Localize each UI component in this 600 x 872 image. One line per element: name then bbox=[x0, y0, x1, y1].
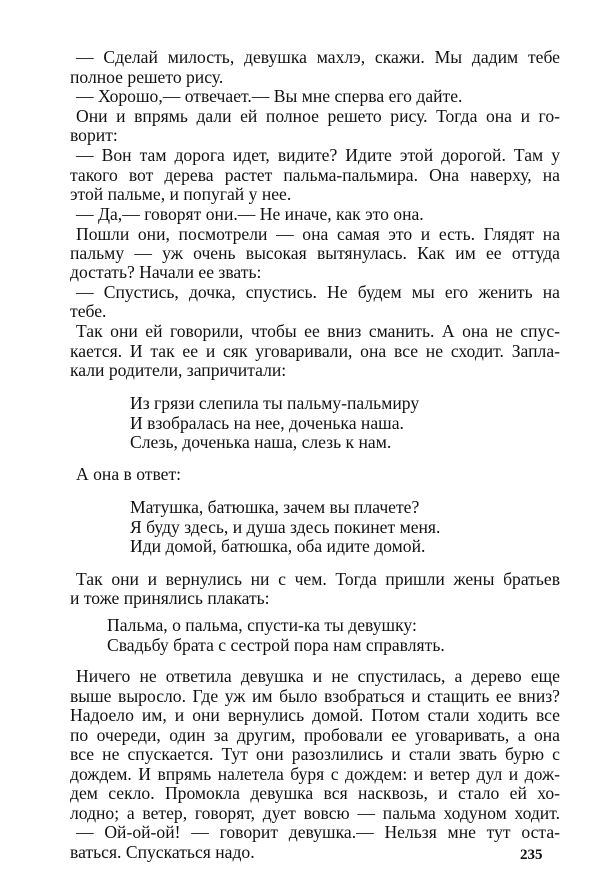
text-line: Ничего не ответила девушка и не спустилась, а дерево еще bbox=[76, 666, 560, 686]
text-line: Пошли они, посмотрели — она самая это и есть. Глядят на bbox=[76, 224, 560, 244]
text-line: Надоело им, и они вернулись домой. Потом стали ходить все bbox=[70, 705, 560, 725]
text-line: по очереди, один за другим, пробовали ее уговаривать, а она bbox=[70, 725, 560, 745]
verse-line: Из грязи слепила ты пальму-пальмиру bbox=[130, 393, 420, 413]
text-line: и тоже принялись плакать: bbox=[70, 588, 270, 608]
text-line: — Ой-ой-ой! — говорит девушка.— Нельзя мне тут оста- bbox=[76, 822, 560, 842]
verse-line: Я буду здесь, и душа здесь покинет меня. bbox=[130, 517, 441, 537]
text-line: кали родители, запричитали: bbox=[70, 360, 287, 380]
verse-line: И взобралась на нее, доченька наша. bbox=[130, 413, 404, 433]
verse-line: Иди домой, батюшка, оба идите домой. bbox=[130, 536, 426, 556]
page-number: 235 bbox=[520, 847, 543, 863]
verse-line: Матушка, батюшка, зачем вы плачете? bbox=[130, 497, 420, 517]
text-line: лодно; а ветер, говорят, дует вовсю — пальма ходуном ходит. bbox=[70, 803, 560, 823]
text-line: Так они ей говорили, чтобы ее вниз сманить. А она не спус- bbox=[76, 321, 560, 341]
text-line: — Вон там дорога идет, видите? Идите этой дорогой. Там у bbox=[76, 145, 560, 165]
text-line: выше выросло. Где уж им было взобраться и стащить ее вниз? bbox=[70, 686, 560, 706]
text-line: ваться. Спускаться надо. bbox=[70, 842, 255, 862]
text-line: все не спускается. Тут они разозлились и стали звать бурю с bbox=[70, 744, 560, 764]
verse-line: Пальма, о пальма, спусти-ка ты девушку: bbox=[107, 615, 417, 635]
text-line: полное решето рису. bbox=[70, 67, 224, 87]
text-line: Так они и вернулись ни с чем. Тогда пришли жены братьев bbox=[76, 569, 560, 589]
text-line: ворит: bbox=[70, 125, 118, 145]
text-line: дождем. И впрямь налетела буря с дождем: и ветер дул и дож- bbox=[70, 764, 560, 784]
text-line: достать? Начали ее звать: bbox=[70, 262, 262, 282]
text-line: Они и впрямь дали ей полное решето рису. Тогда она и го- bbox=[76, 106, 560, 126]
text-line: такого вот дерева растет пальма-пальмира. Она наверху, на bbox=[70, 165, 560, 185]
verse-line: Слезь, доченька наша, слезь к нам. bbox=[130, 432, 392, 452]
text-line: А она в ответ: bbox=[76, 464, 182, 484]
text-line: дем секло. Промокла девушка вся насквозь, и стало ей хо- bbox=[70, 783, 560, 803]
text-line: пальму — уж очень высокая вытянулась. Как им ее оттуда bbox=[70, 243, 560, 263]
text-line: — Хорошо,— отвечает.— Вы мне сперва его дайте. bbox=[76, 86, 463, 106]
verse-line: Свадьбу брата с сестрой пора нам справлять. bbox=[107, 635, 445, 655]
text-line: — Сделай милость, девушка махлэ, скажи. Мы дадим тебе bbox=[76, 47, 560, 67]
text-line: — Спустись, дочка, спустись. Не будем мы его женить на bbox=[76, 282, 560, 302]
text-line: этой пальме, и попугай у нее. bbox=[70, 184, 292, 204]
text-line: — Да,— говорят они.— Не иначе, как это она. bbox=[76, 204, 424, 224]
text-line: кается. И так ее и сяк уговаривали, она все не сходит. Запла- bbox=[70, 341, 560, 361]
text-line: тебе. bbox=[70, 301, 107, 321]
